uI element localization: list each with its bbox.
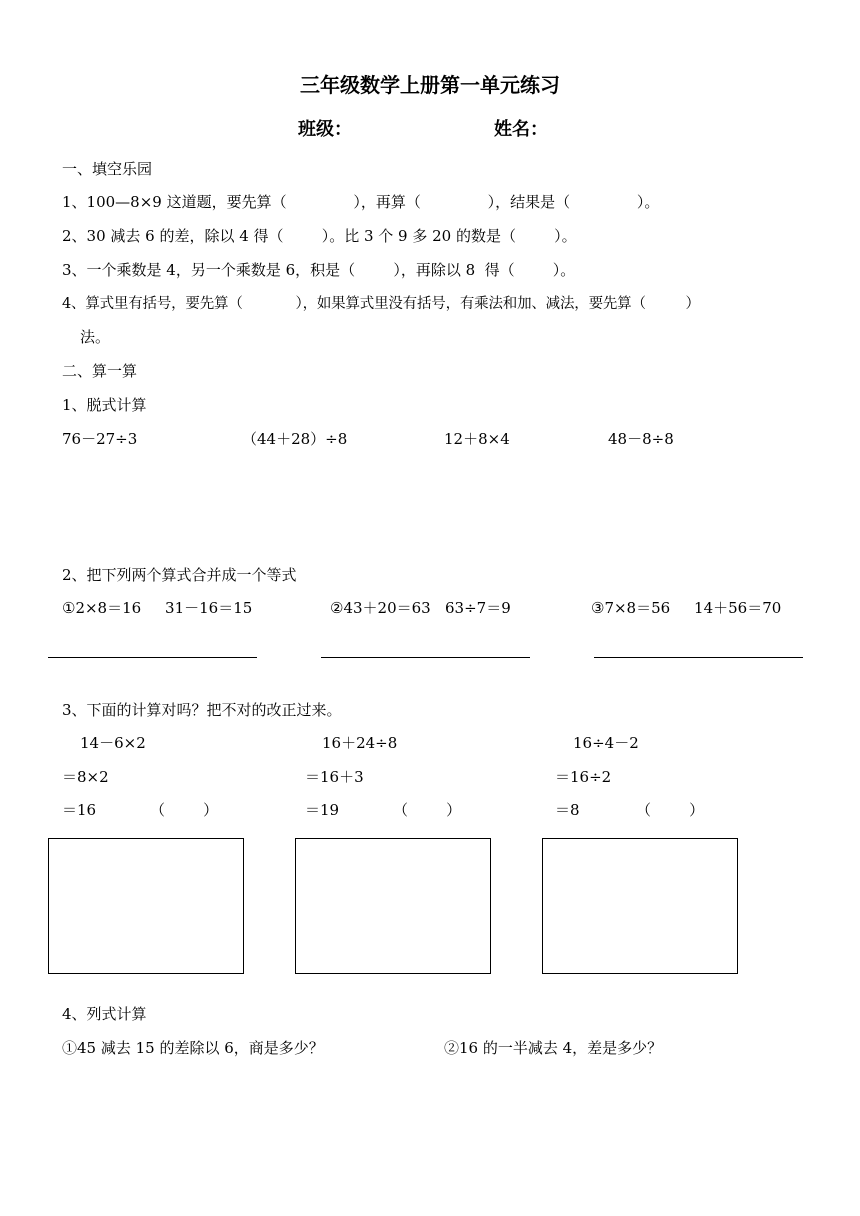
part1-heading: 1、脱式计算 — [62, 396, 147, 414]
part4-heading: 4、列式计算 — [62, 1005, 147, 1023]
merge-item-3: ③7×8＝56 14＋56＝70 — [591, 599, 782, 617]
merge-item-2: ②43＋20＝63 63÷7＝9 — [330, 599, 511, 617]
section2-heading: 二、算一算 — [62, 362, 138, 380]
section1-heading: 一、填空乐园 — [62, 160, 153, 178]
check-2-line1: 16＋24÷8 — [322, 734, 398, 752]
answer-line-3[interactable] — [594, 657, 803, 658]
word-problem-2: ②16 的一半减去 4，差是多少？ — [444, 1039, 663, 1057]
expression-3: 12＋8×4 — [444, 430, 510, 448]
check-3-mark: （ ） — [636, 801, 705, 819]
correction-box-3[interactable] — [542, 838, 738, 974]
question-1-4-line2: 法。 — [80, 328, 111, 346]
expression-1: 76－27÷3 — [62, 430, 138, 448]
part3-heading: 3、下面的计算对吗？把不对的改正过来。 — [62, 701, 342, 719]
question-1-3: 3、一个乘数是 4，另一个乘数是 6，积是（ ），再除以 8 得（ ）。 — [62, 261, 576, 279]
question-1-1: 1、100—8×9 这道题，要先算（ ），再算（ ），结果是（ ）。 — [62, 193, 660, 211]
expression-4: 48－8÷8 — [608, 430, 674, 448]
check-2-mark: （ ） — [393, 801, 462, 819]
check-3-line3: ＝8 — [555, 801, 580, 819]
part2-heading: 2、把下列两个算式合并成一个等式 — [62, 566, 297, 584]
correction-box-1[interactable] — [48, 838, 244, 974]
check-1-line1: 14－6×2 — [80, 734, 146, 752]
check-2-line3: ＝19 — [305, 801, 340, 819]
class-label: 班级： — [298, 119, 352, 140]
correction-box-2[interactable] — [295, 838, 491, 974]
check-1-mark: （ ） — [150, 801, 219, 819]
check-3-line2: ＝16÷2 — [555, 768, 612, 786]
expression-2: （44＋28）÷8 — [242, 430, 348, 448]
answer-line-1[interactable] — [48, 657, 257, 658]
word-problem-1: ①45 减去 15 的差除以 6，商是多少？ — [62, 1039, 324, 1057]
answer-line-2[interactable] — [321, 657, 530, 658]
name-label: 姓名： — [494, 119, 548, 140]
check-1-line2: ＝8×2 — [62, 768, 109, 786]
question-1-4-line1: 4、算式里有括号，要先算（ ），如果算式里没有括号，有乘法和加、减法，要先算（ ） — [62, 296, 700, 312]
question-1-2: 2、30 减去 6 的差，除以 4 得（ ）。比 3 个 9 多 20 的数是（ ）。 — [62, 227, 577, 245]
check-1-line3: ＝16 — [62, 801, 97, 819]
merge-item-1: ①2×8＝16 31－16＝15 — [62, 599, 253, 617]
check-3-line1: 16÷4－2 — [573, 734, 639, 752]
check-2-line2: ＝16＋3 — [305, 768, 364, 786]
page-title: 三年级数学上册第一单元练习 — [300, 73, 560, 97]
